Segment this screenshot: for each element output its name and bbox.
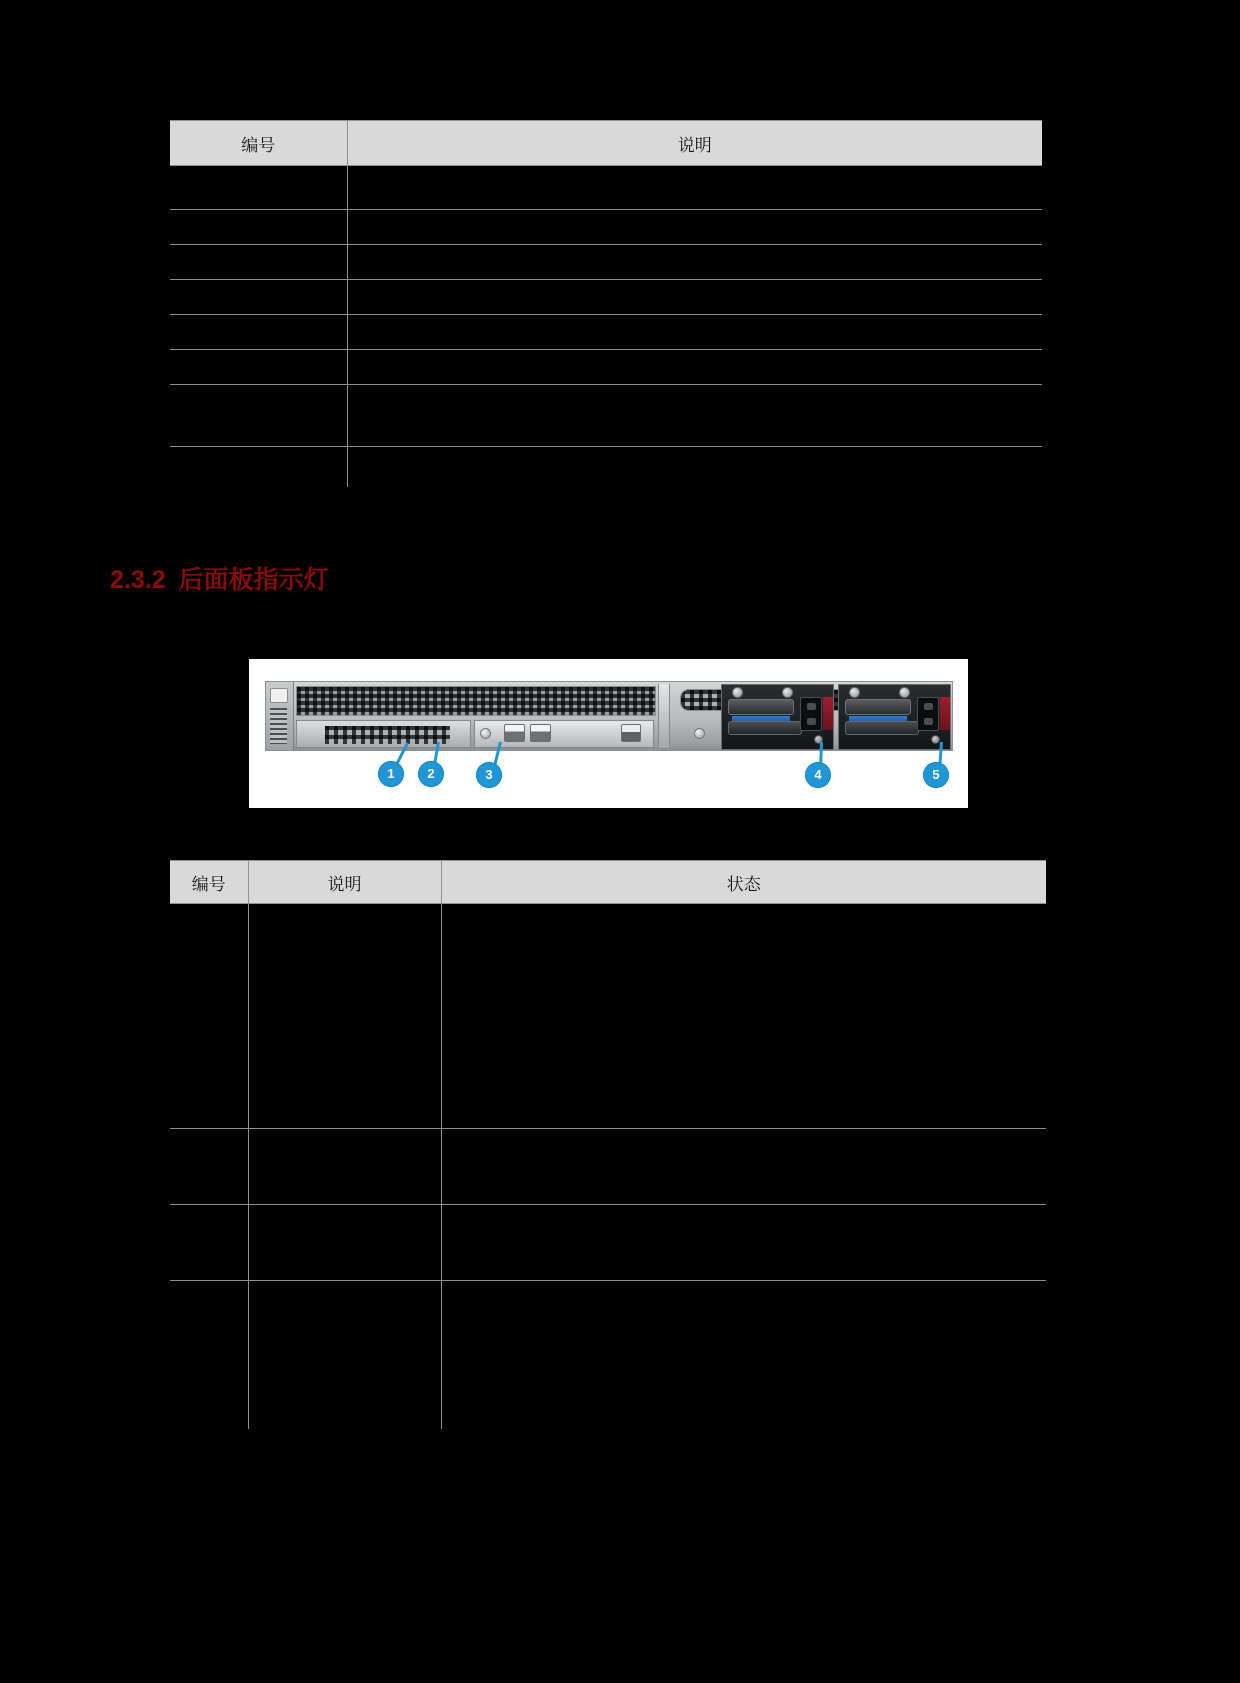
management-port [621,724,641,742]
cell-description [347,385,1042,447]
psu-ac-inlet [800,697,822,731]
cell-description [347,245,1042,280]
cell-description [347,166,1042,210]
cell-description [347,447,1042,487]
table-row [170,166,1042,210]
cell-description [248,1129,441,1205]
table-row [170,385,1042,447]
power-supply-1 [721,684,834,750]
table-two-header-row [170,861,1046,904]
rack-ear-left [266,682,294,750]
table-row [170,1205,1046,1281]
cell-status [441,904,1046,1129]
psu-release-tab [940,697,950,730]
cell-description [347,315,1042,350]
psu-latch [845,721,919,735]
cell-number [170,904,248,1129]
callout-bubble: 5 [923,762,949,788]
table-one-header-row [170,121,1042,166]
table-row [170,280,1042,315]
cell-number [170,166,347,210]
table-two-col-description: 说明 [248,861,441,904]
psu-screw-icon [899,687,910,698]
rear-panel-figure [249,659,968,808]
server-chassis-illustration [265,681,953,751]
cell-description [248,904,441,1129]
psu-screw-icon [782,687,793,698]
callout-bubble: 2 [418,761,444,787]
callout-bubble: 3 [476,762,502,788]
cell-number [170,210,347,245]
section-number: 2.3.2 [110,566,166,594]
cell-description [347,280,1042,315]
uid-button-icon [694,728,705,739]
callout-bubble: 1 [378,761,404,787]
front-panel-indicator-table [170,120,1042,487]
psu-release-tab [823,697,833,730]
psu-latch [728,721,802,735]
cell-number [170,1281,248,1429]
psu-screw-icon [732,687,743,698]
psu-status-led [931,735,940,744]
cell-number [170,1205,248,1281]
psu-ac-inlet [917,697,939,731]
reset-button-icon [480,728,491,739]
section-heading [110,560,329,596]
callout-bubble: 4 [805,762,831,788]
cell-number [170,245,347,280]
cell-number [170,447,347,487]
cell-description [347,210,1042,245]
cell-description [248,1205,441,1281]
cell-description [347,350,1042,385]
slot-vent-holes [325,726,450,744]
cell-status [441,1205,1046,1281]
table-row [170,350,1042,385]
psu-screw-icon [849,687,860,698]
table-one-col-number: 编号 [170,121,347,166]
cell-description [248,1281,441,1429]
table-two-col-status: 状态 [441,861,1046,904]
table-row [170,210,1042,245]
ethernet-port-1 [504,724,525,742]
table-row [170,1281,1046,1429]
cell-number [170,315,347,350]
chassis-divider [658,684,670,748]
cell-status [441,1129,1046,1205]
section-title: 后面板指示灯 [178,566,329,594]
table-one-col-description: 说明 [347,121,1042,166]
table-two-col-number: 编号 [170,861,248,904]
expansion-slot-blank [296,720,471,748]
table-row [170,447,1042,487]
table-row [170,315,1042,350]
ethernet-port-2 [530,724,551,742]
rear-panel-indicator-table [170,860,1046,1429]
table-row [170,1129,1046,1205]
psu-handle [728,699,794,715]
table-row [170,245,1042,280]
cell-number [170,1129,248,1205]
table-two-body [170,904,1046,1429]
table-one-body [170,166,1042,487]
cell-number [170,385,347,447]
cell-status [441,1281,1046,1429]
table-row [170,904,1046,1129]
cell-number [170,280,347,315]
cell-number [170,350,347,385]
psu-handle [845,699,911,715]
vent-grille-top [296,686,656,716]
power-supply-2 [838,684,951,750]
